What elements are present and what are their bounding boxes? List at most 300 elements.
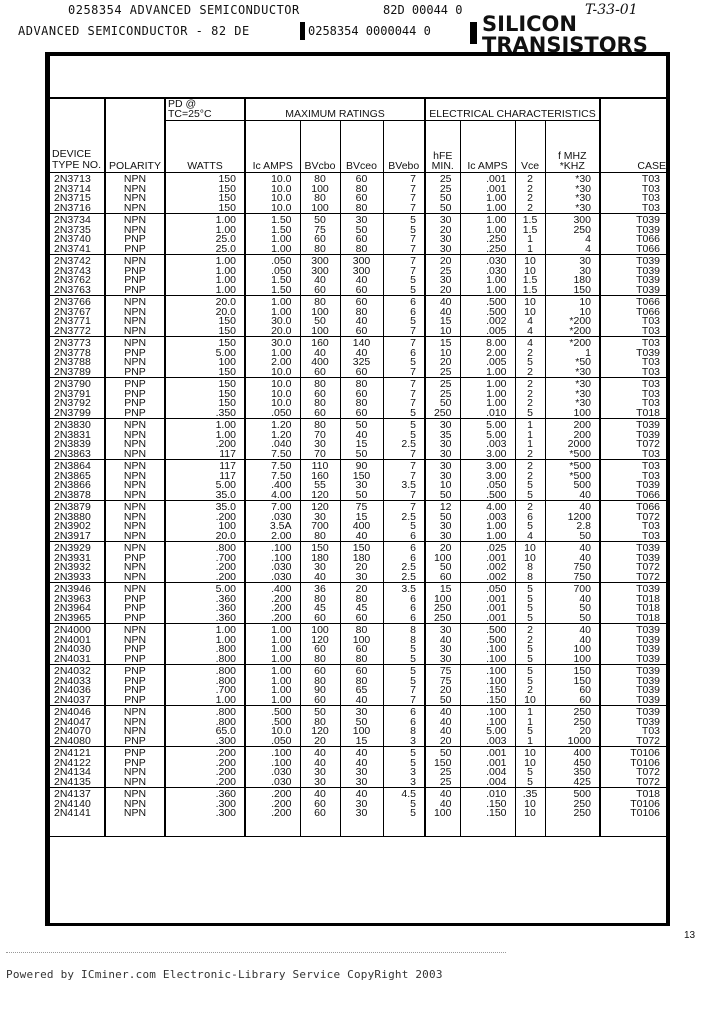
- cell: 1.00: [245, 235, 300, 245]
- cell: 30: [425, 624, 460, 636]
- cell: 2N3917: [54, 529, 91, 542]
- cell: 5: [515, 655, 545, 665]
- cell: 25: [425, 378, 460, 390]
- cell: *30: [545, 368, 600, 378]
- cell: 2N3929: [50, 542, 105, 554]
- cell: 60: [300, 235, 340, 245]
- cell: 40: [340, 349, 383, 359]
- cell: 80: [300, 419, 340, 431]
- cell: T072: [600, 573, 668, 583]
- cell: 5.00: [165, 583, 245, 595]
- cell: 60: [300, 409, 340, 419]
- cell: 6: [383, 604, 425, 614]
- cell: 300: [300, 255, 340, 267]
- cell: 20: [340, 583, 383, 595]
- cell: 5: [515, 768, 545, 778]
- cell: 30: [425, 532, 460, 542]
- cell: 40: [545, 542, 600, 554]
- cell: 10: [515, 809, 545, 819]
- cell: 1.00: [245, 636, 300, 646]
- cell: 60: [340, 194, 383, 204]
- cell: NPN: [105, 636, 165, 646]
- cell: 40: [425, 718, 460, 728]
- cell: T03: [600, 368, 668, 378]
- cell: 2N4031: [54, 652, 91, 665]
- cell: NPN: [105, 542, 165, 554]
- cell: 2N3792: [54, 397, 91, 409]
- cell: 2N3771: [54, 315, 91, 327]
- table-row: [50, 573, 668, 583]
- table-row: [50, 809, 668, 819]
- cell: 1.00: [460, 276, 515, 286]
- table-row: [50, 409, 668, 419]
- cell: 2N4047: [54, 715, 91, 728]
- cell: .005: [460, 358, 515, 368]
- cell: 5: [383, 645, 425, 655]
- cell: *30: [545, 204, 600, 214]
- cell: 40: [340, 759, 383, 769]
- cell: .003: [460, 737, 515, 747]
- cell: [545, 819, 600, 837]
- cell: 35.0: [165, 491, 245, 501]
- cell: 80: [300, 173, 340, 185]
- cell: 60: [425, 573, 460, 583]
- cell: .003: [460, 513, 515, 523]
- cell: .360: [165, 595, 245, 605]
- cell: 150: [165, 327, 245, 337]
- col-ic: Ic AMPS: [245, 121, 300, 173]
- cell: *30: [545, 378, 600, 390]
- cell: 60: [300, 614, 340, 624]
- cell: 15: [425, 337, 460, 349]
- cell: PNP: [105, 595, 165, 605]
- cell: 35: [425, 431, 460, 441]
- cell: 10.0: [245, 194, 300, 204]
- cell: 80: [340, 655, 383, 665]
- cell: 25: [425, 778, 460, 788]
- cell: [300, 819, 340, 837]
- cell: 50: [425, 491, 460, 501]
- cell: 30: [425, 440, 460, 450]
- table-row: [50, 450, 668, 460]
- cell: .200: [165, 778, 245, 788]
- cell: 200: [545, 431, 600, 441]
- cell: 20: [425, 737, 460, 747]
- cell: *500: [545, 450, 600, 460]
- cell: 70: [300, 431, 340, 441]
- cell: 700: [300, 522, 340, 532]
- cell: *30: [545, 390, 600, 400]
- cell: .500: [460, 296, 515, 308]
- cell: 2N4135: [54, 775, 91, 788]
- cell: PNP: [105, 614, 165, 624]
- cell: 5.00: [460, 431, 515, 441]
- cell: 400: [340, 522, 383, 532]
- cell: [340, 819, 383, 837]
- cell: 100: [545, 409, 600, 419]
- cell: PNP: [105, 368, 165, 378]
- cell: T03: [600, 532, 668, 542]
- cell: 7: [383, 173, 425, 185]
- cell: 150: [545, 286, 600, 296]
- cell: NPN: [105, 194, 165, 204]
- cell: 117: [165, 472, 245, 482]
- cell: 2: [515, 501, 545, 513]
- cell: T039: [600, 255, 668, 267]
- cell: PNP: [105, 399, 165, 409]
- header-bar-mark: [300, 22, 305, 40]
- cell: .200: [165, 768, 245, 778]
- cell: 10: [515, 800, 545, 810]
- cell: T039: [600, 655, 668, 665]
- cell: 10: [515, 759, 545, 769]
- cell: 5: [383, 677, 425, 687]
- cell: *30: [545, 173, 600, 185]
- cell: 75: [425, 677, 460, 687]
- cell: 2N4046: [50, 706, 105, 718]
- cell: T03: [600, 327, 668, 337]
- cell: .200: [245, 800, 300, 810]
- cell: 150: [165, 337, 245, 349]
- cell: 1: [515, 706, 545, 718]
- cell: 2: [515, 368, 545, 378]
- cell: PNP: [105, 645, 165, 655]
- cell: *30: [545, 185, 600, 195]
- cell: 325: [340, 358, 383, 368]
- cell: 2N3788: [54, 356, 91, 368]
- cell: 20.0: [165, 296, 245, 308]
- cell: 30: [425, 450, 460, 460]
- cell: T039: [600, 267, 668, 277]
- cell: 2: [515, 390, 545, 400]
- cell: 25.0: [165, 245, 245, 255]
- cell: NPN: [105, 460, 165, 472]
- cell: T039: [600, 718, 668, 728]
- cell: 1.00: [165, 431, 245, 441]
- cell: 80: [300, 296, 340, 308]
- cell: T039: [600, 286, 668, 296]
- cell: 450: [545, 759, 600, 769]
- cell: .001: [460, 185, 515, 195]
- cell: 2N3714: [54, 182, 91, 195]
- cell: .030: [460, 267, 515, 277]
- cell: 7: [383, 501, 425, 513]
- cell: 50: [340, 419, 383, 431]
- col-ic-test: Ic AMPS: [460, 121, 515, 173]
- cell: 50: [425, 194, 460, 204]
- cell: 350: [545, 768, 600, 778]
- cell: T039: [600, 706, 668, 718]
- cell: 60: [300, 809, 340, 819]
- cell: 1.5: [515, 276, 545, 286]
- cell: T066: [600, 235, 668, 245]
- cell: 30.0: [245, 317, 300, 327]
- cell: 80: [340, 185, 383, 195]
- cell: 10: [515, 542, 545, 554]
- cell: .300: [165, 737, 245, 747]
- cell: 40: [545, 624, 600, 636]
- cell: NPN: [105, 255, 165, 267]
- cell: 50: [425, 513, 460, 523]
- cell: .100: [460, 645, 515, 655]
- cell: 2N3864: [50, 460, 105, 472]
- cell: 90: [340, 460, 383, 472]
- cell: NPN: [105, 788, 165, 800]
- cell: 150: [165, 204, 245, 214]
- cell: 20.0: [245, 327, 300, 337]
- cell: NPN: [105, 706, 165, 718]
- cell: .100: [460, 718, 515, 728]
- cell: T072: [600, 440, 668, 450]
- cell: PNP: [105, 409, 165, 419]
- cell: 40: [340, 431, 383, 441]
- cell: .800: [165, 655, 245, 665]
- cell: 6: [383, 542, 425, 554]
- cell: 60: [340, 235, 383, 245]
- cell: 4: [515, 532, 545, 542]
- cell: 30: [425, 276, 460, 286]
- cell: 2N3879: [50, 501, 105, 513]
- cell: 150: [165, 317, 245, 327]
- cell: NPN: [105, 337, 165, 349]
- cell: *500: [545, 472, 600, 482]
- cell: .001: [460, 759, 515, 769]
- cell: 2N4080: [54, 734, 91, 747]
- cell: 2N4137: [50, 788, 105, 800]
- cell: .500: [460, 636, 515, 646]
- cell: 5: [515, 727, 545, 737]
- cell: 2N4036: [54, 684, 91, 696]
- cell: T039: [600, 349, 668, 359]
- cell: 90: [300, 686, 340, 696]
- cell: 25: [425, 390, 460, 400]
- cell: 5.00: [460, 727, 515, 737]
- cell: .005: [460, 327, 515, 337]
- cell: 50: [340, 718, 383, 728]
- cell: 2: [515, 624, 545, 636]
- cell: PNP: [105, 235, 165, 245]
- cell: 40: [425, 706, 460, 718]
- cell: NPN: [105, 317, 165, 327]
- cell: T03: [600, 399, 668, 409]
- cell: .360: [165, 614, 245, 624]
- cell: 2.00: [460, 349, 515, 359]
- cell: 200: [545, 419, 600, 431]
- cell: 2N3932: [54, 561, 91, 573]
- cell: [515, 819, 545, 837]
- cell: 5: [515, 665, 545, 677]
- cell: 1.00: [165, 267, 245, 277]
- cell: T03: [600, 358, 668, 368]
- cell: 140: [340, 337, 383, 349]
- cell: 7: [383, 460, 425, 472]
- cell: 2N3763: [54, 283, 91, 296]
- cell: 1.00: [165, 286, 245, 296]
- scan-noise-line: [6, 952, 506, 954]
- cell: 10.0: [245, 204, 300, 214]
- cell: NPN: [105, 440, 165, 450]
- cell: 2: [515, 378, 545, 390]
- cell: 1.00: [245, 349, 300, 359]
- cell: 5: [383, 226, 425, 236]
- cell: NPN: [105, 513, 165, 523]
- cell: 7: [383, 267, 425, 277]
- cell: 1: [515, 431, 545, 441]
- cell: 10: [425, 327, 460, 337]
- cell: 1.00: [245, 296, 300, 308]
- cell: 10.0: [245, 727, 300, 737]
- cell: T072: [600, 768, 668, 778]
- cell: .200: [165, 440, 245, 450]
- cell: 40: [300, 349, 340, 359]
- cell: .250: [460, 235, 515, 245]
- cell: 5: [515, 358, 545, 368]
- cell: NPN: [105, 450, 165, 460]
- cell: .800: [165, 542, 245, 554]
- cell: 2N3766: [50, 296, 105, 308]
- cell: 30: [300, 778, 340, 788]
- cell: PNP: [105, 737, 165, 747]
- cell: T066: [600, 491, 668, 501]
- cell: 2N4033: [54, 674, 91, 687]
- cell: .100: [460, 677, 515, 687]
- cell: 7: [383, 235, 425, 245]
- cell: 50: [425, 399, 460, 409]
- cell: 160: [300, 337, 340, 349]
- cell: 80: [300, 194, 340, 204]
- cell: 5: [383, 759, 425, 769]
- cell: 7: [383, 194, 425, 204]
- cell: 30: [340, 706, 383, 718]
- cell: 40: [425, 636, 460, 646]
- cell: PNP: [105, 378, 165, 390]
- cell: 100: [340, 636, 383, 646]
- cell: 120: [300, 501, 340, 513]
- cell: 2.8: [545, 522, 600, 532]
- group-max-ratings: MAXIMUM RATINGS: [245, 98, 425, 121]
- cell: .200: [165, 759, 245, 769]
- table-row: [50, 245, 668, 255]
- table-row: [50, 737, 668, 747]
- cell: .030: [245, 778, 300, 788]
- cell: 10: [515, 255, 545, 267]
- cell: 3.00: [460, 472, 515, 482]
- cell: T039: [600, 214, 668, 226]
- cell: [425, 819, 460, 837]
- cell: 60: [340, 645, 383, 655]
- col-device: DEVICE TYPE NO.: [50, 98, 105, 173]
- cell: 25: [425, 768, 460, 778]
- cell: 1.5: [515, 214, 545, 226]
- table-row: [50, 778, 668, 788]
- col-vce: Vce: [515, 121, 545, 173]
- cell: 50: [300, 214, 340, 226]
- cell: 160: [300, 472, 340, 482]
- cell: 2N3743: [54, 264, 91, 277]
- cell: 3: [383, 778, 425, 788]
- cell: 150: [300, 542, 340, 554]
- cell: 5: [383, 800, 425, 810]
- cell: 425: [545, 778, 600, 788]
- cell: 60: [300, 696, 340, 706]
- cell: .700: [165, 554, 245, 564]
- cell: 1.00: [460, 532, 515, 542]
- cell: 120: [300, 491, 340, 501]
- cell: 2N3735: [54, 223, 91, 236]
- cell: 4.00: [245, 491, 300, 501]
- cell: T039: [600, 624, 668, 636]
- cell: 25: [425, 267, 460, 277]
- cell: T039: [600, 431, 668, 441]
- cell: 1.00: [245, 245, 300, 255]
- cell: 30: [340, 809, 383, 819]
- cell: .050: [460, 583, 515, 595]
- cell: .200: [245, 604, 300, 614]
- cell: 25: [425, 173, 460, 185]
- cell: 30: [425, 522, 460, 532]
- cell: T018: [600, 409, 668, 419]
- cell: 7: [383, 696, 425, 706]
- cell: .360: [165, 604, 245, 614]
- cell: .001: [460, 614, 515, 624]
- cell: 100: [300, 308, 340, 318]
- cell: 120: [300, 727, 340, 737]
- cell: 5: [383, 286, 425, 296]
- cell: .500: [460, 624, 515, 636]
- cell: .800: [165, 706, 245, 718]
- cell: 30: [340, 481, 383, 491]
- cell: 7: [383, 255, 425, 267]
- cell: [600, 819, 668, 837]
- cell: 30.0: [245, 337, 300, 349]
- cell: 250: [545, 718, 600, 728]
- cell: 60: [340, 390, 383, 400]
- cell: 40: [545, 501, 600, 513]
- cell: 2N3830: [50, 419, 105, 431]
- cell: NPN: [105, 308, 165, 318]
- cell: 10: [515, 747, 545, 759]
- cell: 15: [340, 440, 383, 450]
- cell: PNP: [105, 286, 165, 296]
- cell: 150: [165, 399, 245, 409]
- cell: 1200: [545, 513, 600, 523]
- cell: 30: [340, 573, 383, 583]
- cell: 20: [425, 286, 460, 296]
- cell: 2.5: [383, 513, 425, 523]
- cell: 2N3767: [54, 305, 91, 318]
- cell: 60: [340, 665, 383, 677]
- cell: T0106: [600, 747, 668, 759]
- cell: 2N3880: [54, 510, 91, 523]
- cell: NPN: [105, 327, 165, 337]
- cell: 80: [300, 532, 340, 542]
- col-bvebo: BVebo: [383, 121, 425, 173]
- cell: .200: [165, 513, 245, 523]
- cell: 6: [383, 349, 425, 359]
- cell: .004: [460, 778, 515, 788]
- header-lot-code: 0258354 0000044 0: [308, 24, 431, 38]
- cell: 30: [425, 460, 460, 472]
- cell: NPN: [105, 768, 165, 778]
- cell: [245, 819, 300, 837]
- cell: 40: [300, 747, 340, 759]
- cell: 180: [545, 276, 600, 286]
- cell: 750: [545, 563, 600, 573]
- cell: PNP: [105, 554, 165, 564]
- cell: 60: [340, 296, 383, 308]
- cell: .030: [245, 513, 300, 523]
- cell: 2: [515, 399, 545, 409]
